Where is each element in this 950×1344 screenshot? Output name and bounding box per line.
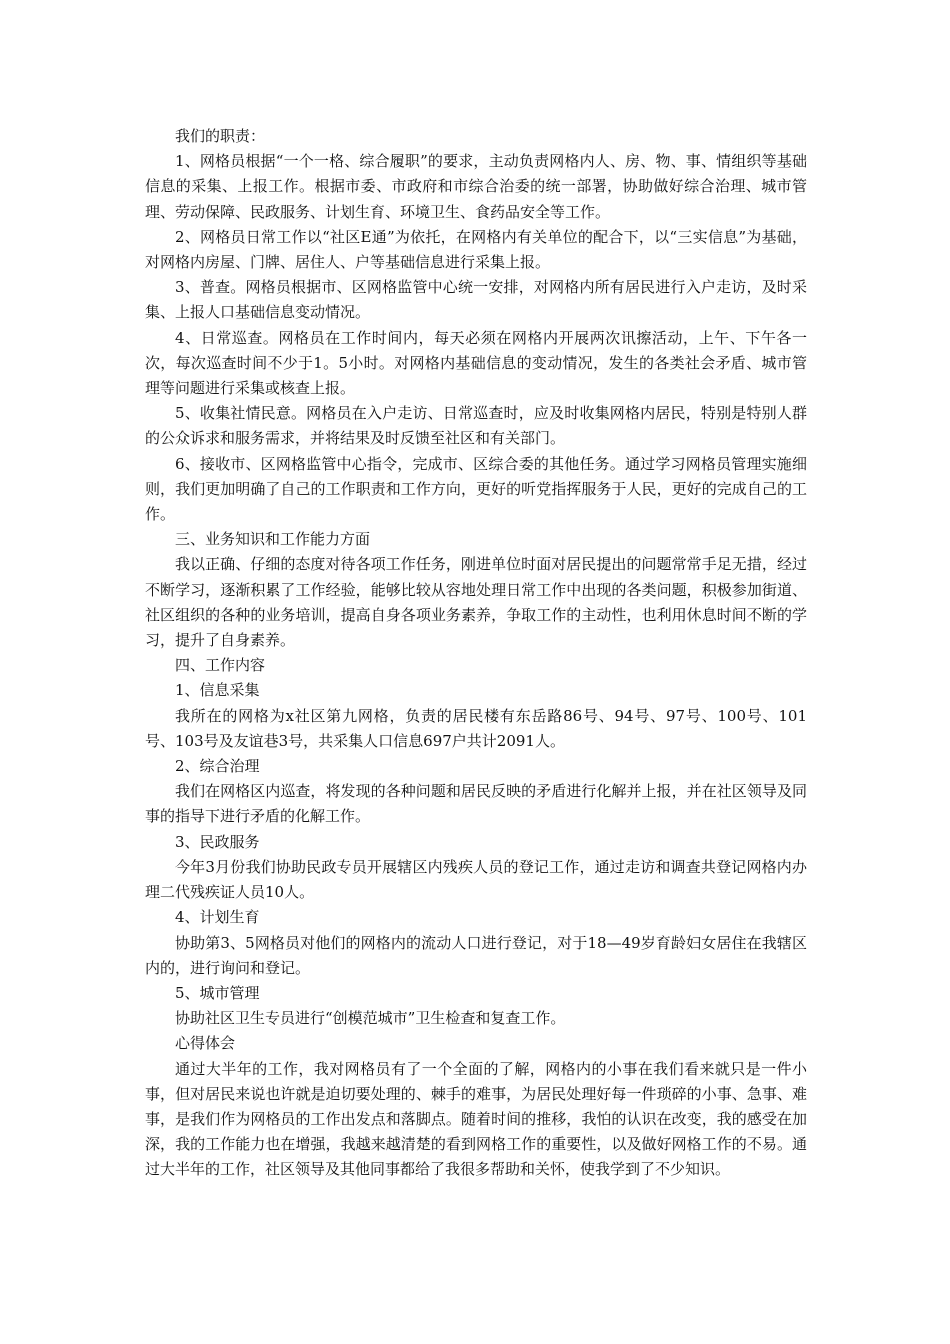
paragraph-civil-services: 今年3月份我们协助民政专员开展辖区内残疾人员的登记工作，通过走访和调查共登记网格内办理二代残疾证人员10人。	[145, 857, 807, 902]
document-body	[145, 124, 807, 1183]
subheading-info-collection: 1、信息采集	[175, 681, 260, 700]
subheading-city-management: 5、城市管理	[175, 983, 260, 1002]
subheading-civil-services: 3、民政服务	[175, 832, 260, 851]
section-heading-skills: 三、业务知识和工作能力方面	[175, 530, 371, 549]
section-heading-work-content: 四、工作内容	[175, 656, 266, 675]
paragraph-duty-6: 6、接收市、区网格监管中心指令，完成市、区综合委的其他任务。通过学习网格员管理实施细则，我们更加明确了自己的工作职责和工作方向，更好的听党指挥服务于人民，更好的完成自己的工作。	[145, 454, 807, 524]
section-heading-reflections: 心得体会	[175, 1034, 236, 1053]
paragraph-duties-heading: 我们的职责：	[175, 127, 266, 145]
paragraph-comprehensive-governance: 我们在网格区内巡查，将发现的各种问题和居民反映的矛盾进行化解并上报，并在社区领导及同事的指导下进行矛盾的化解工作。	[145, 782, 807, 826]
paragraph-info-collection: 我所在的网格为x社区第九网格，负责的居民楼有东岳路86号、94号、97号、100号、101号、103号及友谊巷3号，共采集人口信息697户共计2091人。	[145, 706, 807, 750]
paragraph-duty-4: 4、日常巡查。网格员在工作时间内，每天必须在网格内开展两次讯擦活动，上午、下午各一次，每次巡查时间不少于1。5小时。对网格内基础信息的变动情况，发生的各类社会矛盾、城市管理等问题进行采集或核查上报。	[145, 328, 807, 398]
paragraph-city-management: 协助社区卫生专员进行“创模范城市”卫生检查和复查工作。	[175, 1009, 566, 1028]
paragraph-skills: 我以正确、仔细的态度对待各项工作任务，刚进单位时面对居民提出的问题常常手足无措，经过不断学习，逐渐积累了工作经验，能够比较从容地处理日常工作中出现的各类问题，积极参加街道、社区组织的各种的业务培训，提高自身各项业务素养，争取工作的主动性，也利用休息时间不断的学习，提升了自身素养。	[145, 555, 807, 650]
paragraph-duty-2: 2、网格员日常工作以“社区E通”为依托，在网格内有关单位的配合下，以“三实信息”为基础，对网格内房屋、门牌、居住人、户等基础信息进行采集上报。	[145, 227, 807, 272]
paragraph-duty-3: 3、普查。网格员根据市、区网格监管中心统一安排，对网格内所有居民进行入户走访，及时采集、上报人口基础信息变动情况。	[145, 278, 807, 322]
subheading-comprehensive-governance: 2、综合治理	[175, 757, 260, 776]
paragraph-family-planning: 协助第3、5网格员对他们的网格内的流动人口进行登记，对于18—49岁育龄妇女居住在我辖区内的，进行询问和登记。	[145, 933, 807, 977]
subheading-family-planning: 4、计划生育	[175, 908, 260, 927]
paragraph-duty-1: 1、网格员根据“一个一格、综合履职”的要求，主动负责网格内人、房、物、事、情组织等基础信息的采集、上报工作。根据市委、市政府和市综合治委的统一部署，协助做好综合治理、城市管理、劳动保障、民政服务、计划生育、环境卫生、食药品安全等工作。	[145, 152, 807, 221]
paragraph-reflections: 通过大半年的工作，我对网格员有了一个全面的了解，网格内的小事在我们看来就只是一件小事，但对居民来说也许就是迫切要处理的、棘手的难事，为居民处理好每一件琐碎的小事、急事、难事，是我们作为网格员的工作出发点和落脚点。随着时间的推移，我怕的认识在改变，我的感受在加深，我的工作能力也在增强，我越来越清楚的看到网格工作的重要性，以及做好网格工作的不易。通过大半年的工作，社区领导及其他同事都给了我很多帮助和关怀，使我学到了不少知识。	[145, 1059, 807, 1179]
paragraph-duty-5: 5、收集社情民意。网格员在入户走访、日常巡查时，应及时收集网格内居民，特别是特别人群的公众诉求和服务需求，并将结果及时反馈至社区和有关部门。	[145, 404, 807, 448]
